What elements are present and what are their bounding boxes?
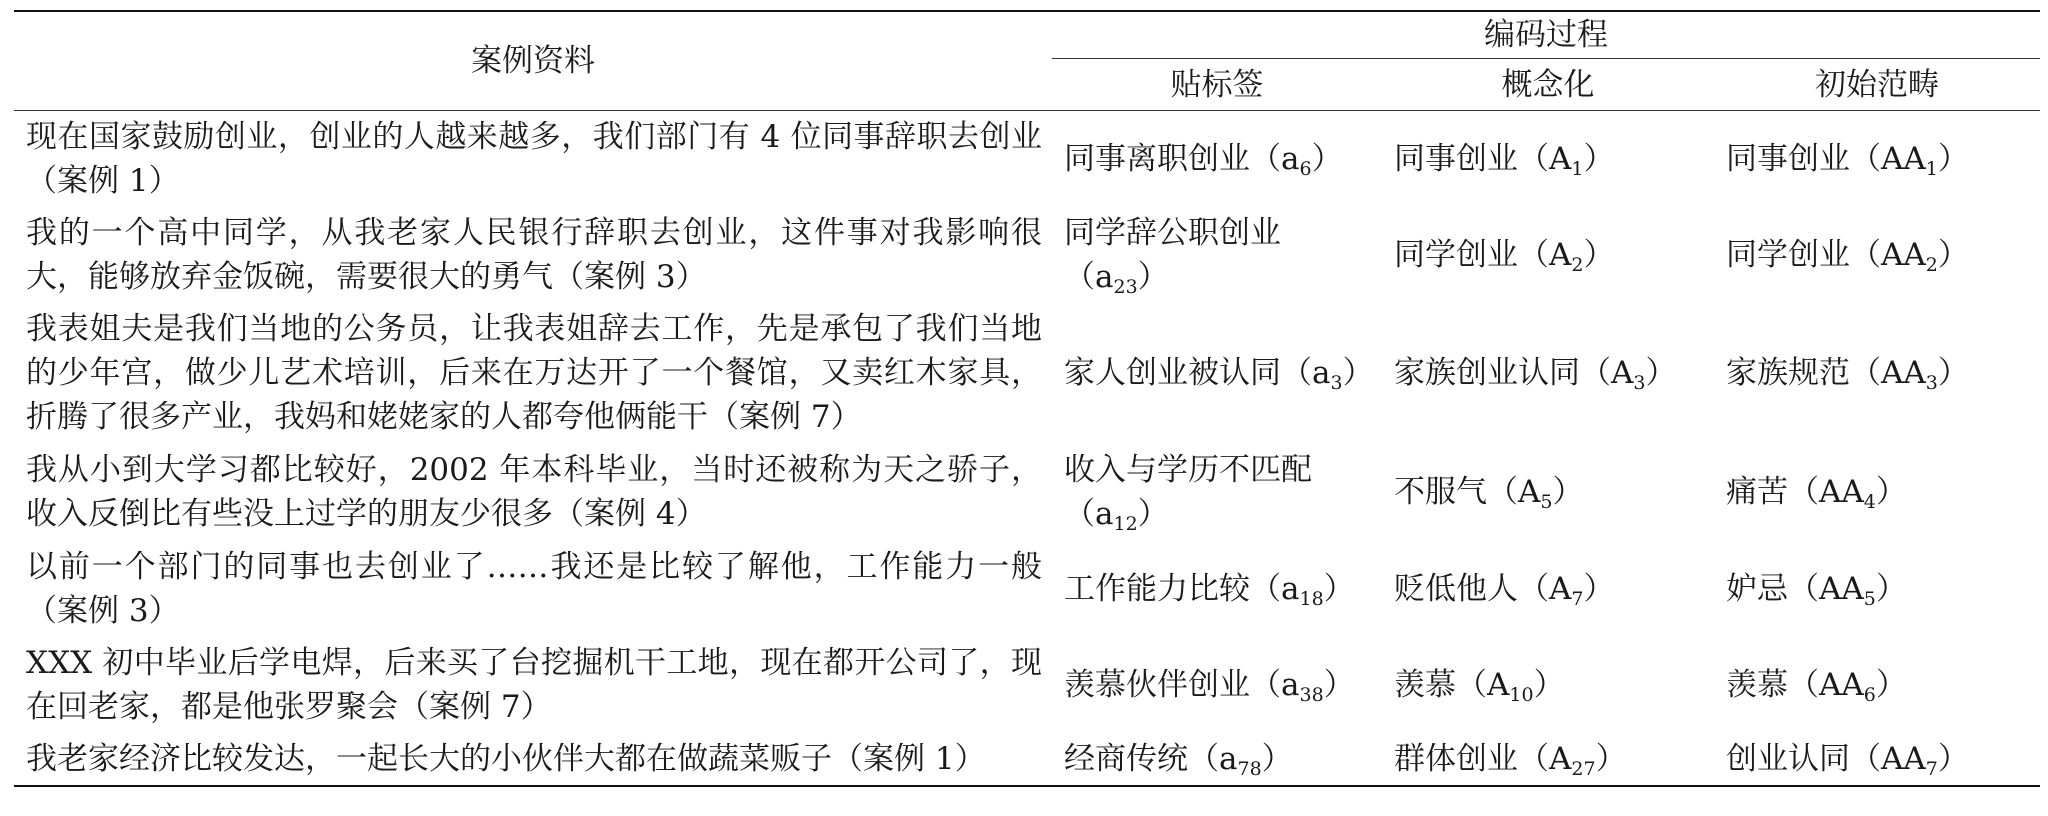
label-cell: 同事离职创业$(a_6)$ — [1064, 141, 1343, 180]
table-row — [14, 541, 2040, 637]
header-case-material: 案例资料 — [14, 11, 1052, 111]
case-text: 我从小到大学习都比较好，2002 年本科毕业，当时还被称为天之骄子，收入反倒比有些没上过学的朋友少很多（案例 4） — [26, 452, 1042, 532]
concept-cell: 同学创业$(A_2)$ — [1394, 237, 1615, 276]
table-row — [14, 303, 2040, 443]
table-row — [14, 733, 2040, 786]
case-text: 以前一个部门的同事也去创业了……我还是比较了解他，工作能力一般（案例 3） — [26, 549, 1042, 629]
table-row — [14, 637, 2040, 733]
concept-cell: 家族创业认同$(A_3)$ — [1394, 355, 1677, 394]
category-cell: 羡慕$(AA_6)$ — [1726, 667, 1907, 706]
label-cell: 经商传统$(a_{78})$ — [1064, 741, 1293, 780]
label-cell: 羡慕伙伴创业$(a_{38})$ — [1064, 667, 1355, 706]
category-cell: 妒忌$(AA_5)$ — [1726, 571, 1907, 610]
category-cell: 家族规范$(AA_3)$ — [1726, 355, 1969, 394]
header-initial-category: 初始范畴 — [1714, 59, 2040, 111]
concept-cell: 群体创业$(A_{27})$ — [1394, 741, 1627, 780]
table-row — [14, 443, 2040, 541]
case-text: 现在国家鼓励创业，创业的人越来越多，我们部门有 4 位同事辞职去创业（案例 1） — [26, 119, 1042, 199]
coding-table — [14, 10, 2040, 787]
category-cell: 同学创业$(AA_2)$ — [1726, 237, 1969, 276]
concept-cell: 不服气$(A_5)$ — [1394, 474, 1584, 513]
header-conceptualization: 概念化 — [1382, 59, 1714, 111]
category-cell: 同事创业$(AA_1)$ — [1726, 141, 1969, 180]
table-row — [14, 111, 2040, 208]
concept-cell: 贬低他人$(A_7)$ — [1394, 571, 1615, 610]
table-row — [14, 207, 2040, 303]
table-body — [14, 111, 2040, 787]
header-coding-process: 编码过程 — [1052, 11, 2040, 59]
case-text: 我表姐夫是我们当地的公务员，让我表姐辞去工作，先是承包了我们当地的少年宫，做少儿艺术培训，后来在万达开了一个餐馆，又卖红木家具，折腾了很多产业，我妈和姥姥家的人都夸他俩能干（案例 7） — [26, 311, 1042, 435]
category-cell: 创业认同$(AA_7)$ — [1726, 741, 1969, 780]
label-cell: 工作能力比较$(a_{18})$ — [1064, 571, 1355, 610]
coding-table-container — [14, 10, 2040, 787]
concept-cell: 同事创业$(A_1)$ — [1394, 141, 1615, 180]
label-cell: 同学辞公职创业$(a_{23})$ — [1064, 215, 1281, 298]
category-cell: 痛苦$(AA_4)$ — [1726, 474, 1907, 513]
case-text: XXX 初中毕业后学电焊，后来买了台挖掘机干工地，现在都开公司了，现在回老家，都是他张罗聚会（案例 7） — [26, 645, 1042, 725]
case-text: 我的一个高中同学，从我老家人民银行辞职去创业，这件事对我影响很大，能够放弃金饭碗，需要很大的勇气（案例 3） — [26, 215, 1042, 295]
label-cell: 家人创业被认同$(a_3)$ — [1064, 355, 1374, 394]
case-text: 我老家经济比较发达，一起长大的小伙伴大都在做蔬菜贩子（案例 1） — [26, 741, 986, 777]
header-labeling: 贴标签 — [1052, 59, 1382, 111]
label-cell: 收入与学历不匹配$(a_{12})$ — [1064, 452, 1312, 535]
concept-cell: 羡慕$(A_{10})$ — [1394, 667, 1565, 706]
